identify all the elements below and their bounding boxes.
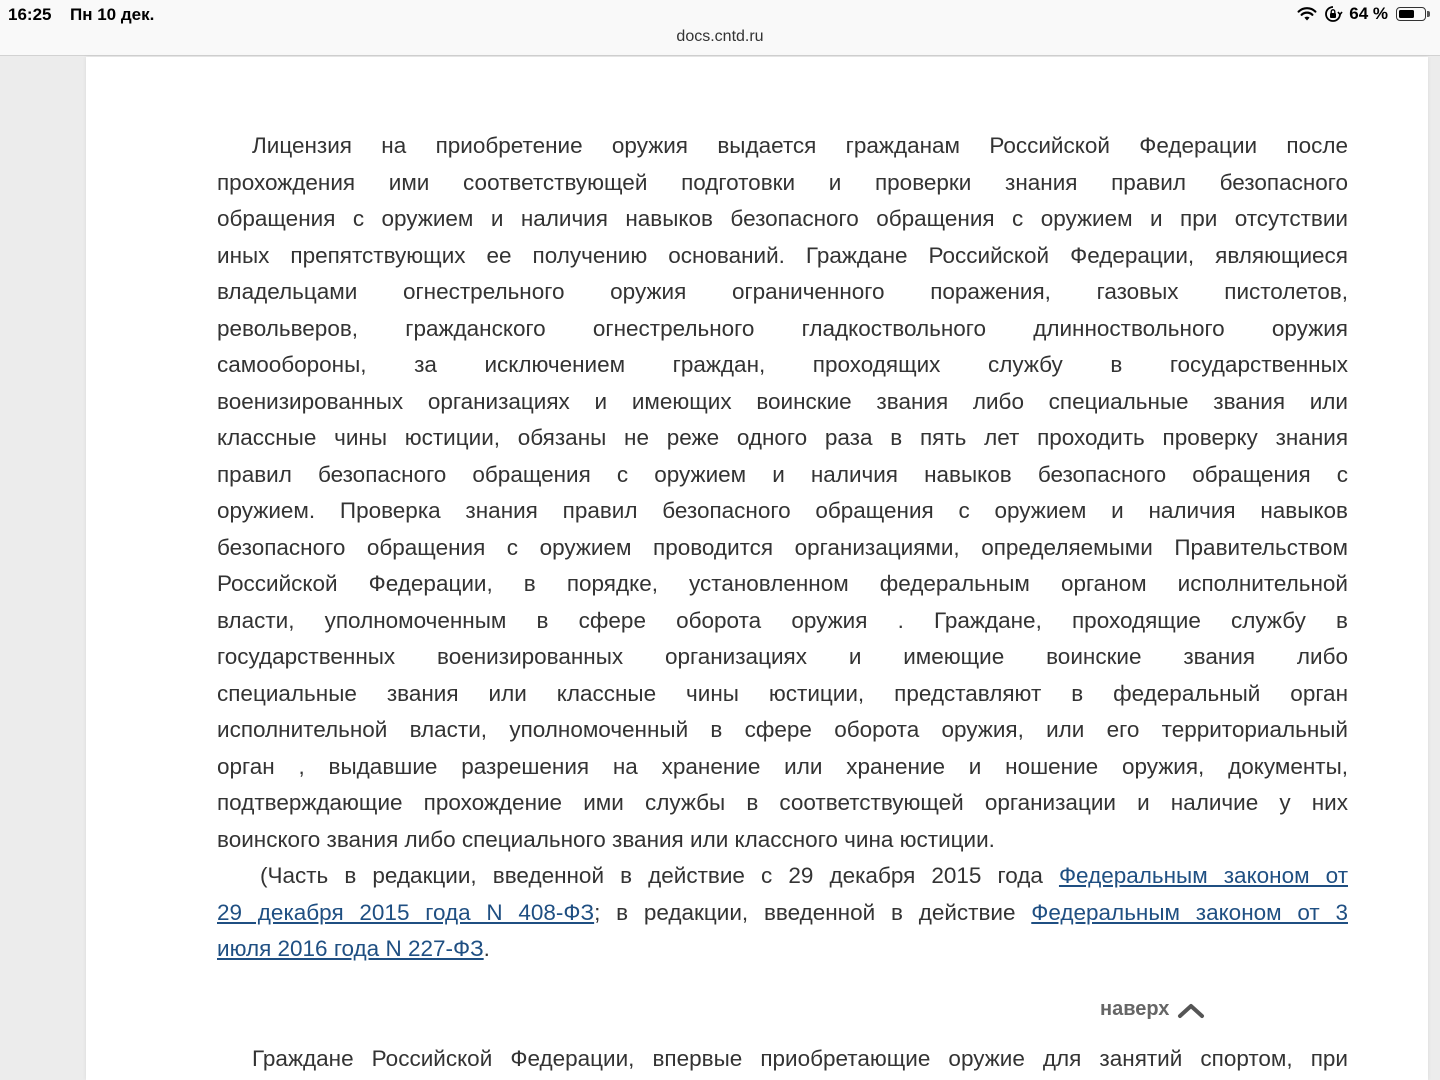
- status-time: 16:25: [8, 5, 52, 24]
- edition-note-line: [217, 931, 1348, 968]
- paragraph-line: военизированных организациях и имеющих воинские звания либо специальные звания или: [217, 388, 1348, 414]
- next-paragraph: [217, 1041, 1348, 1078]
- law-link-408[interactable]: Федеральным законом от: [1058, 863, 1348, 888]
- edition-note-line: [217, 858, 1348, 895]
- paragraph-line: государственных военизированных организациях и имеющие воинские звания либо: [217, 644, 1348, 669]
- edition-note-line: [217, 895, 1348, 932]
- address-bar-url[interactable]: docs.cntd.ru: [676, 28, 764, 45]
- paragraph-line: безопасного обращения с оружием проводится организациями, определяемыми Правительством: [217, 534, 1348, 560]
- status-date: Пн 10 дек.: [70, 5, 155, 24]
- edition-note-text: ; в редакции, введенной в действие: [594, 899, 1032, 925]
- paragraph-line: классные чины юстиции, обязаны не реже одного раза в пять лет проходить проверку знания: [217, 425, 1348, 450]
- paragraph-line: владельцами огнестрельного оружия ограниченного поражения, газовых пистолетов,: [217, 279, 1348, 304]
- back-to-top-label: наверх: [1100, 998, 1170, 1020]
- edition-note-text: (Часть в редакции, введенной в действие с 29 декабря 2015 года: [260, 863, 1059, 888]
- back-to-top-link[interactable]: [1100, 998, 1205, 1021]
- paragraph-line: револьверов, гражданского огнестрельного гладкоствольного длинноствольного оружия: [217, 315, 1348, 341]
- law-link-227-cont[interactable]: июля 2016 года N 227-ФЗ: [217, 936, 484, 961]
- paragraph-line: воинского звания либо специального звания или классного чина юстиции.: [217, 826, 995, 852]
- paragraph-line: обращения с оружием и наличия навыков безопасного обращения с оружием и при отсутствии: [217, 206, 1348, 231]
- chevron-up-icon: [1177, 1001, 1205, 1019]
- paragraph-line: исполнительной власти, уполномоченный в сфере оборота оружия, или его территориальный: [217, 717, 1348, 742]
- status-bar: [0, 0, 1440, 56]
- paragraph-line: Лицензия на приобретение оружия выдается гражданам Российской Федерации после: [252, 133, 1348, 158]
- paragraph-line: Граждане Российской Федерации, впервые приобретающие оружие для занятий спортом, при: [252, 1046, 1348, 1071]
- paragraph-line: орган , выдавшие разрешения на хранение или хранение и ношение оружия, документы,: [217, 753, 1348, 779]
- paragraph-line: прохождения ими соответствующей подготовки и проверки знания правил безопасного: [217, 169, 1348, 195]
- rotation-lock-icon: [1323, 5, 1343, 23]
- paragraph-line: власти, уполномоченным в сфере оборота оружия . Граждане, проходящие службу в: [217, 607, 1348, 633]
- paragraph-line: специальные звания или классные чины юстиции, представляют в федеральный орган: [217, 680, 1348, 706]
- paragraph-line: Российской Федерации, в порядке, установленном федеральным органом исполнительной: [217, 571, 1348, 596]
- battery-icon: [1396, 7, 1426, 21]
- paragraph-line: подтверждающие прохождение ими службы в соответствующей организации и наличие у них: [217, 790, 1348, 815]
- battery-percent: 64 %: [1349, 4, 1388, 23]
- law-link-408-cont[interactable]: 29 декабря 2015 года N 408-ФЗ: [217, 899, 595, 925]
- wifi-icon: [1297, 5, 1317, 23]
- paragraph-line: иных препятствующих ее получению оснований. Граждане Российской Федерации, являющиеся: [217, 242, 1348, 268]
- edition-note-text: .: [483, 936, 490, 961]
- paragraph-line: оружием. Проверка знания правил безопасного обращения с оружием и наличия навыков: [217, 498, 1348, 523]
- document-paragraph: [217, 128, 1348, 968]
- paragraph-line: правил безопасного обращения с оружием и наличия навыков безопасного обращения с: [217, 461, 1348, 487]
- battery-level: [1399, 10, 1414, 18]
- status-indicators: [1297, 4, 1426, 24]
- paragraph-line: самообороны, за исключением граждан, проходящих службу в государственных: [217, 352, 1348, 377]
- law-link-227[interactable]: Федеральным законом от 3: [1031, 899, 1348, 925]
